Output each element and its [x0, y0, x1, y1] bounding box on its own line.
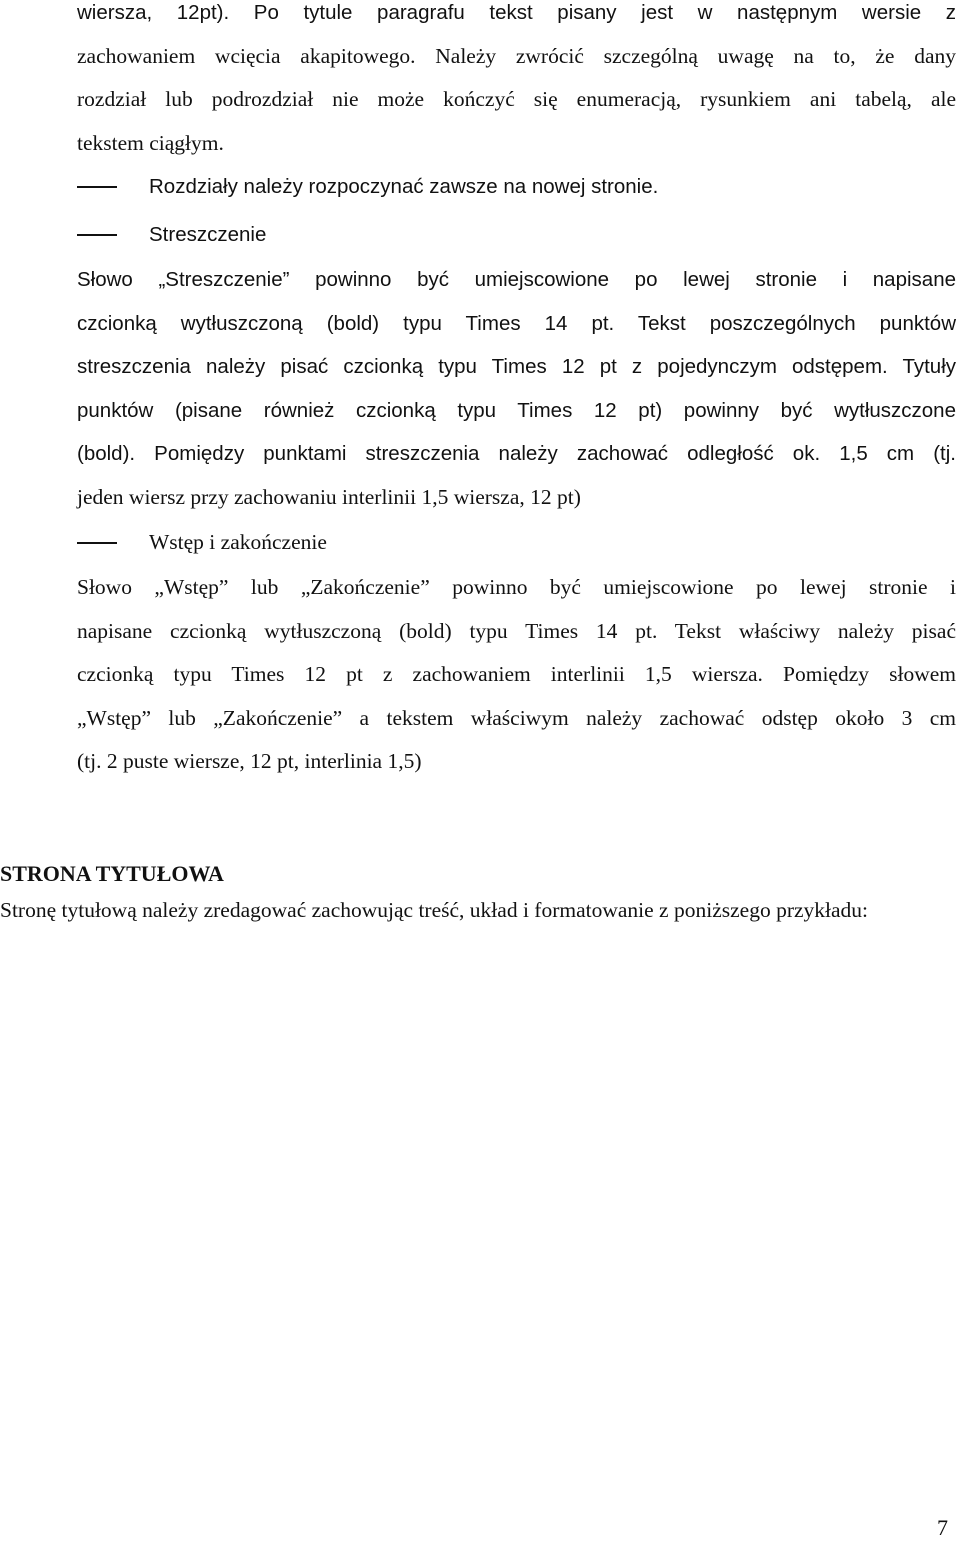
list-item-intro-ending	[77, 521, 957, 565]
list-item-label: Wstęp i zakończenie	[149, 530, 327, 554]
section-heading: STRONA TYTUŁOWA	[0, 861, 224, 886]
dash-bullet-icon	[77, 186, 117, 188]
text-line: rozdział lub podrozdział nie może kończyć się enumeracją, rysunkiem ani tabelą, ale	[77, 87, 956, 112]
text-line: (tj. 2 puste wiersze, 12 pt, interlinia 1,5)	[77, 749, 422, 774]
text-line: napisane czcionką wytłuszczoną (bold) typu Times 14 pt. Tekst właściwy należy pisać	[77, 618, 956, 643]
page-number: 7	[937, 1515, 948, 1540]
paragraph-heading-rules	[77, 0, 956, 165]
dash-bullet-icon	[77, 542, 117, 544]
text-line: punktów (pisane również czcionką typu Times 12 pt) powinny być wytłuszczone	[77, 398, 956, 422]
text-line: Słowo „Wstęp” lub „Zakończenie” powinno być umiejscowione po lewej stronie i	[77, 575, 956, 599]
list-item-summary	[77, 213, 957, 257]
list-item-chapters	[77, 165, 957, 209]
text-line: „Wstęp” lub „Zakończenie” a tekstem właściwym należy zachować odstęp około 3 cm	[77, 705, 956, 730]
text-line: czcionką wytłuszczoną (bold) typu Times 14 pt. Tekst poszczególnych punktów	[77, 311, 956, 335]
list-item-label: Streszczenie	[149, 223, 267, 246]
text-line: zachowaniem wcięcia akapitowego. Należy zwrócić szczególną uwagę na to, że dany	[77, 43, 956, 68]
dash-bullet-icon	[77, 234, 117, 236]
text-line: Słowo „Streszczenie” powinno być umiejscowione po lewej stronie i napisane	[77, 268, 956, 291]
text-line: czcionką typu Times 12 pt z zachowaniem interlinii 1,5 wiersza. Pomiędzy słowem	[77, 662, 956, 687]
section-text: Stronę tytułową należy zredagować zachowując treść, układ i formatowanie z poniższego przykładu:	[0, 898, 869, 922]
text-line: (bold). Pomiędzy punktami streszczenia należy zachować odległość ok. 1,5 cm (tj.	[77, 442, 956, 466]
list-item-label: Rozdziały należy rozpoczynać zawsze na nowej stronie.	[149, 175, 659, 198]
text-line: streszczenia należy pisać czcionką typu Times 12 pt z pojedynczym odstępem. Tytuły	[77, 355, 956, 379]
paragraph-summary	[77, 258, 956, 520]
paragraph-intro-ending	[77, 566, 956, 784]
text-line: jeden wiersz przy zachowaniu interlinii 1,5 wiersza, 12 pt)	[77, 484, 581, 509]
text-line: tekstem ciągłym.	[77, 130, 224, 155]
text-line: wiersza, 12pt). Po tytule paragrafu tekst pisany jest w następnym wersie z	[77, 1, 956, 24]
